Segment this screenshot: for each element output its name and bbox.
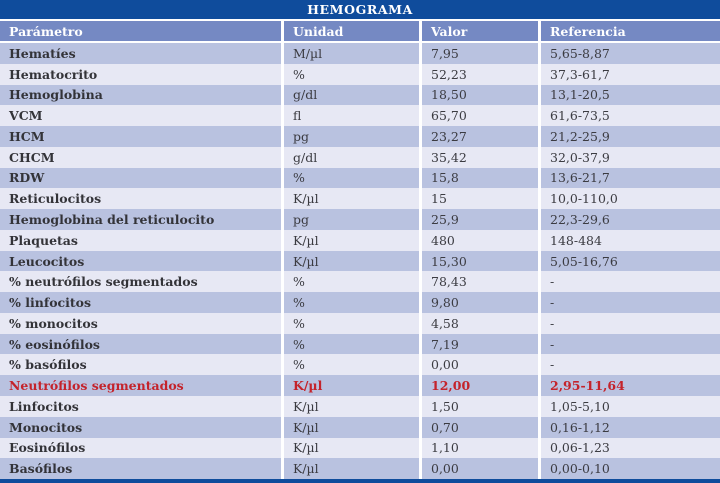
table-body (0, 43, 720, 479)
cell-value: 0,70 (422, 417, 538, 438)
cell-unit: K/µl (284, 438, 419, 459)
cell-unit: % (284, 64, 419, 85)
cell-ref: 0,06-1,23 (541, 438, 720, 459)
cell-unit: K/µl (284, 188, 419, 209)
table-row (0, 438, 720, 459)
cell-ref: 148-484 (541, 230, 720, 251)
bottom-border (0, 479, 720, 483)
cell-ref: 1,05-5,10 (541, 396, 720, 417)
cell-ref: 0,16-1,12 (541, 417, 720, 438)
cell-value: 0,00 (422, 354, 538, 375)
cell-value: 9,80 (422, 292, 538, 313)
cell-value: 12,00 (422, 375, 538, 396)
cell-unit: g/dl (284, 85, 419, 106)
cell-ref: 13,6-21,7 (541, 168, 720, 189)
cell-param: Hematocrito (0, 64, 281, 85)
cell-value: 25,9 (422, 209, 538, 230)
cell-ref: - (541, 313, 720, 334)
cell-param: % monocitos (0, 313, 281, 334)
cell-unit: % (284, 271, 419, 292)
table-row (0, 209, 720, 230)
cell-value: 52,23 (422, 64, 538, 85)
cell-param: Leucocitos (0, 251, 281, 272)
cell-value: 480 (422, 230, 538, 251)
table-row (0, 354, 720, 375)
cell-value: 4,58 (422, 313, 538, 334)
table-row-out-of-range (0, 375, 720, 396)
cell-unit: K/µl (284, 375, 419, 396)
cell-ref: - (541, 334, 720, 355)
cell-param: Linfocitos (0, 396, 281, 417)
cell-unit: % (284, 354, 419, 375)
cell-value: 78,43 (422, 271, 538, 292)
cell-param: Plaquetas (0, 230, 281, 251)
cell-ref: 5,05-16,76 (541, 251, 720, 272)
cell-unit: K/µl (284, 396, 419, 417)
table-title: HEMOGRAMA (0, 0, 720, 19)
cell-value: 15 (422, 188, 538, 209)
cell-ref: 21,2-25,9 (541, 126, 720, 147)
cell-unit: M/µl (284, 43, 419, 64)
table-row (0, 396, 720, 417)
table-row (0, 168, 720, 189)
cell-value: 1,50 (422, 396, 538, 417)
cell-param: % neutrófilos segmentados (0, 271, 281, 292)
cell-param: CHCM (0, 147, 281, 168)
cell-value: 7,95 (422, 43, 538, 64)
table-row (0, 230, 720, 251)
cell-param: Basófilos (0, 458, 281, 479)
cell-ref: 5,65-8,87 (541, 43, 720, 64)
cell-param: % eosinófilos (0, 334, 281, 355)
cell-ref: 22,3-29,6 (541, 209, 720, 230)
cell-ref: 10,0-110,0 (541, 188, 720, 209)
cell-value: 35,42 (422, 147, 538, 168)
cell-param: HCM (0, 126, 281, 147)
table-row (0, 85, 720, 106)
cell-unit: pg (284, 209, 419, 230)
cell-unit: % (284, 168, 419, 189)
cell-param: Hemoglobina (0, 85, 281, 106)
cell-value: 7,19 (422, 334, 538, 355)
table-header-row (0, 21, 720, 41)
cell-value: 15,8 (422, 168, 538, 189)
table-row (0, 313, 720, 334)
table-row (0, 271, 720, 292)
cell-param: VCM (0, 105, 281, 126)
table-row (0, 147, 720, 168)
table-row (0, 334, 720, 355)
cell-param: Reticulocitos (0, 188, 281, 209)
table-row (0, 188, 720, 209)
cell-ref: 37,3-61,7 (541, 64, 720, 85)
cell-value: 18,50 (422, 85, 538, 106)
cell-param: % basófilos (0, 354, 281, 375)
cell-param: Eosinófilos (0, 438, 281, 459)
cell-unit: % (284, 292, 419, 313)
cell-ref: - (541, 354, 720, 375)
cell-unit: K/µl (284, 251, 419, 272)
cell-value: 23,27 (422, 126, 538, 147)
column-header-referencia: Referencia (541, 21, 720, 41)
cell-param: % linfocitos (0, 292, 281, 313)
cell-unit: % (284, 334, 419, 355)
cell-value: 15,30 (422, 251, 538, 272)
cell-unit: fl (284, 105, 419, 126)
cell-unit: % (284, 313, 419, 334)
cell-ref: 32,0-37,9 (541, 147, 720, 168)
cell-ref: 2,95-11,64 (541, 375, 720, 396)
column-header-valor: Valor (422, 21, 538, 41)
cell-param: Hematíes (0, 43, 281, 64)
table-row (0, 43, 720, 64)
cell-ref: 13,1-20,5 (541, 85, 720, 106)
cell-unit: K/µl (284, 458, 419, 479)
cell-param: Neutrófilos segmentados (0, 375, 281, 396)
cell-ref: 61,6-73,5 (541, 105, 720, 126)
table-row (0, 126, 720, 147)
table-row (0, 417, 720, 438)
cell-ref: 0,00-0,10 (541, 458, 720, 479)
cell-unit: K/µl (284, 417, 419, 438)
table-row (0, 458, 720, 479)
cell-ref: - (541, 271, 720, 292)
cell-param: Monocitos (0, 417, 281, 438)
cell-unit: K/µl (284, 230, 419, 251)
table-row (0, 292, 720, 313)
cell-unit: g/dl (284, 147, 419, 168)
cell-value: 1,10 (422, 438, 538, 459)
cell-value: 65,70 (422, 105, 538, 126)
table-row (0, 64, 720, 85)
cell-unit: pg (284, 126, 419, 147)
cell-param: RDW (0, 168, 281, 189)
table-row (0, 105, 720, 126)
column-header-unidad: Unidad (284, 21, 419, 41)
column-header-parametro: Parámetro (0, 21, 281, 41)
cell-ref: - (541, 292, 720, 313)
cell-value: 0,00 (422, 458, 538, 479)
table-row (0, 251, 720, 272)
cell-param: Hemoglobina del reticulocito (0, 209, 281, 230)
